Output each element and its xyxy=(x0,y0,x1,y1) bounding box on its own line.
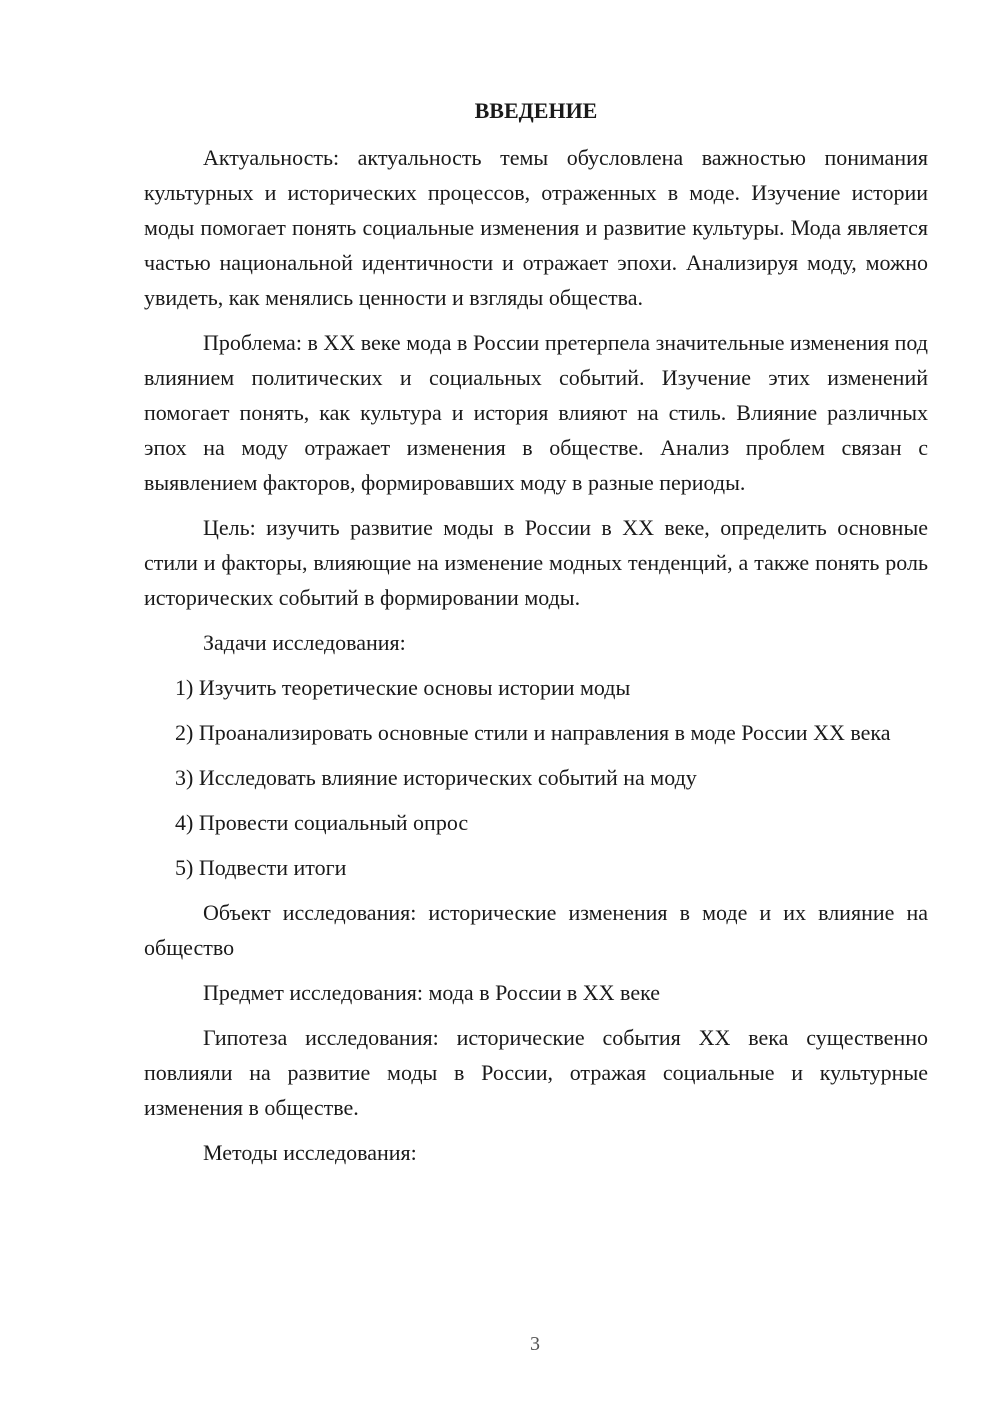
list-item: 3) Исследовать влияние исторических событий на моду xyxy=(175,765,697,790)
hypothesis-paragraph: Гипотеза исследования: исторические события XX века существенно повлияли на развитие моды в России, отражая социальные и культурные изменения в обществе. xyxy=(144,1025,928,1120)
list-item: 2) Проанализировать основные стили и направления в моде России XX века xyxy=(175,720,891,745)
page-number: 3 xyxy=(530,1333,540,1355)
goal-paragraph: Цель: изучить развитие моды в России в XX веке, определить основные стили и факторы, влияющие на изменение модных тенденций, а также понять роль исторических событий в формировании моды. xyxy=(144,515,928,610)
tasks-heading: Задачи исследования: xyxy=(203,630,406,655)
problem-paragraph: Проблема: в XX веке мода в России претерпела значительные изменения под влиянием политических и социальных событий. Изучение этих изменений помогает понять, как культура и история влияют на стиль. Влияние различных эпох на моду отражает изменения в обществе. Анализ проблем связан с выявлением факторов, формировавших моду в разные периоды. xyxy=(144,330,928,495)
section-title: ВВЕДЕНИЕ xyxy=(474,98,598,123)
page-content xyxy=(144,96,928,1180)
subject-paragraph: Предмет исследования: мода в России в XX веке xyxy=(203,980,660,1005)
list-item: 1) Изучить теоретические основы истории моды xyxy=(175,675,631,700)
tasks-list xyxy=(144,670,928,885)
relevance-paragraph: Актуальность: актуальность темы обусловлена важностью понимания культурных и исторических процессов, отраженных в моде. Изучение истории моды помогает понять социальные изменения и развитие культуры. Мода является частью национальной идентичности и отражает эпохи. Анализируя моду, можно увидеть, как менялись ценности и взгляды общества. xyxy=(144,145,928,310)
methods-heading: Методы исследования: xyxy=(203,1140,417,1165)
list-item: 4) Провести социальный опрос xyxy=(175,810,469,835)
list-item: 5) Подвести итоги xyxy=(175,855,347,880)
object-paragraph: Объект исследования: исторические изменения в моде и их влияние на общество xyxy=(144,900,928,960)
